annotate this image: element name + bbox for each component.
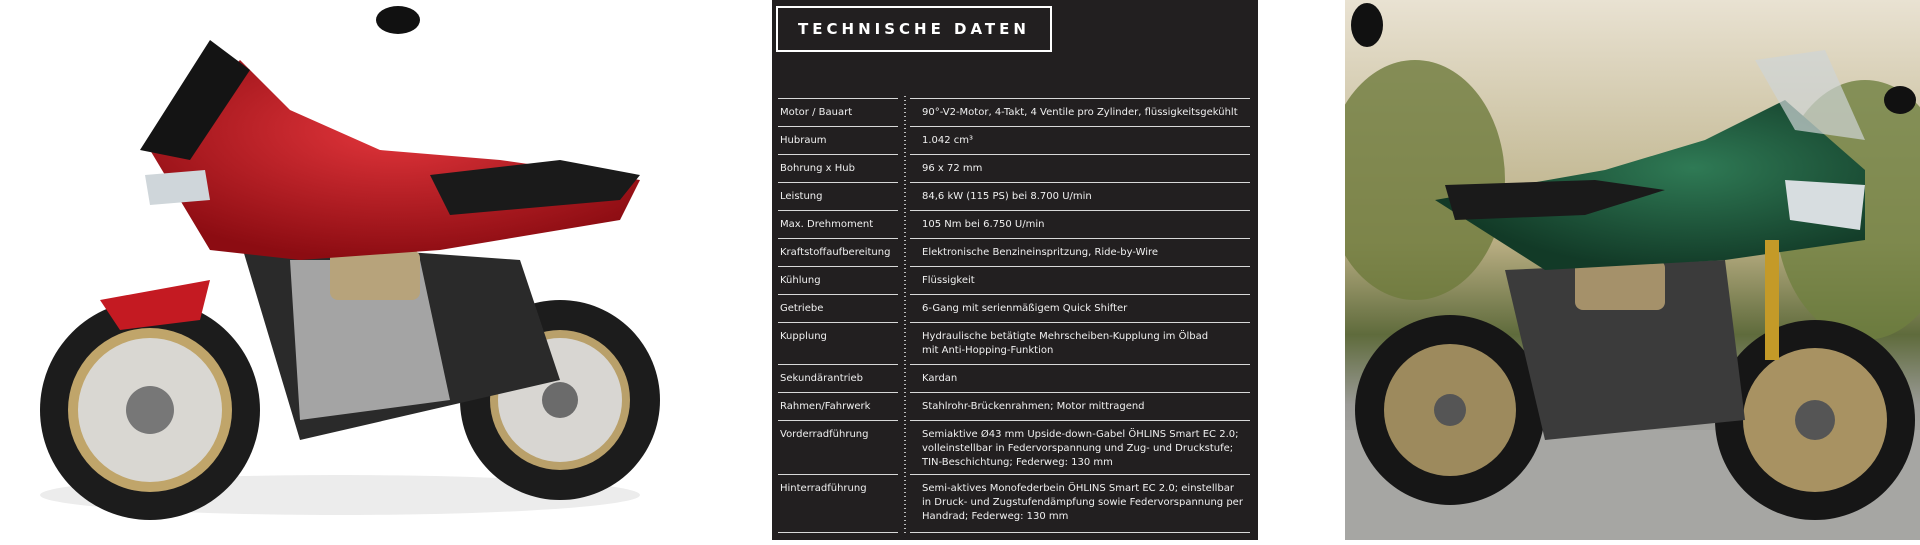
green-motorcycle-image (1345, 0, 1920, 540)
spec-value-line: volleinstellbar in Federvorspannung und Zug- und Druckstufe; (922, 443, 1234, 454)
row-divider-left (778, 364, 898, 365)
spec-value-line: Stahlrohr-Brückenrahmen; Motor mittragend (922, 401, 1145, 412)
spec-value-line: 6-Gang mit serienmäßigem Quick Shifter (922, 303, 1128, 314)
dotted-separator (904, 96, 906, 536)
row-divider-left (778, 392, 898, 393)
spec-value (922, 162, 1252, 176)
spec-value (922, 482, 1252, 524)
spec-value (922, 246, 1252, 260)
spec-value (922, 274, 1252, 288)
spec-value (922, 400, 1252, 414)
spec-value-line: mit Anti-Hopping-Funktion (922, 345, 1054, 356)
spec-label: Max. Drehmoment (780, 219, 874, 230)
row-divider-left (778, 474, 898, 475)
right-photo-green-motorcycle (1345, 0, 1920, 540)
row-divider-left (778, 182, 898, 183)
spec-label: Rahmen/Fahrwerk (780, 401, 871, 412)
spec-value-line: 105 Nm bei 6.750 U/min (922, 219, 1045, 230)
spec-value-line: 90°-V2-Motor, 4-Takt, 4 Ventile pro Zylinder, flüssigkeitsgekühlt (922, 107, 1238, 118)
row-divider-left (778, 98, 898, 99)
row-divider-right (910, 266, 1250, 267)
spec-value (922, 372, 1252, 386)
spec-label: Kupplung (780, 331, 827, 342)
row-divider-left (778, 322, 898, 323)
spec-value (922, 190, 1252, 204)
row-divider-right (910, 126, 1250, 127)
spec-label: Hinterradführung (780, 483, 867, 494)
spec-value (922, 330, 1252, 358)
spec-sheet (772, 0, 1258, 540)
row-divider-left (778, 420, 898, 421)
row-divider-right (910, 210, 1250, 211)
spec-label: Vorderradführung (780, 429, 869, 440)
spec-label: Getriebe (780, 303, 824, 314)
spec-value-line: in Druck- und Zugstufendämpfung sowie Federvorspannung per (922, 497, 1243, 508)
row-divider-right (910, 322, 1250, 323)
spec-value-line: Flüssigkeit (922, 275, 975, 286)
spec-label: Kühlung (780, 275, 821, 286)
spec-value-line: 1.042 cm³ (922, 135, 974, 146)
spec-label: Sekundärantrieb (780, 373, 864, 384)
spec-value (922, 106, 1252, 120)
spec-value (922, 428, 1252, 470)
spec-label: Bohrung x Hub (780, 163, 855, 174)
row-divider-left (778, 294, 898, 295)
spec-value-line: 96 x 72 mm (922, 163, 983, 174)
spec-value-line: Handrad; Federweg: 130 mm (922, 511, 1069, 522)
spec-value (922, 218, 1252, 232)
row-divider-right (910, 420, 1250, 421)
spec-label: Motor / Bauart (780, 107, 853, 118)
spec-label: Hubraum (780, 135, 827, 146)
row-divider-left (778, 126, 898, 127)
spec-value-line: TIN-Beschichtung; Federweg: 130 mm (922, 457, 1113, 468)
spec-title: TECHNISCHE DATEN (798, 20, 1030, 38)
spec-value (922, 134, 1252, 148)
row-divider-right (910, 238, 1250, 239)
spec-title-box (776, 6, 1052, 52)
row-divider-right (910, 182, 1250, 183)
spec-value-line: Hydraulische betätigte Mehrscheiben-Kupplung im Ölbad (922, 331, 1209, 342)
row-divider-left (778, 154, 898, 155)
spec-value-line: Elektronische Benzineinspritzung, Ride-by-Wire (922, 247, 1159, 258)
left-photo-red-motorcycle (0, 0, 700, 540)
spec-label: Kraftstoffaufbereitung (780, 247, 891, 258)
spec-value-line: 84,6 kW (115 PS) bei 8.700 U/min (922, 191, 1092, 202)
spec-value-line: Semiaktive Ø43 mm Upside-down-Gabel ÖHLINS Smart EC 2.0; (922, 429, 1239, 440)
spec-label: Leistung (780, 191, 823, 202)
row-divider-right (910, 98, 1250, 99)
row-divider-left (778, 238, 898, 239)
row-divider-left (778, 266, 898, 267)
row-divider-left (778, 210, 898, 211)
row-divider-right (910, 474, 1250, 475)
row-divider-right (910, 364, 1250, 365)
row-divider-right (910, 294, 1250, 295)
row-divider-right (910, 154, 1250, 155)
spec-value-line: Semi-aktives Monofederbein ÖHLINS Smart EC 2.0; einstellbar (922, 483, 1234, 494)
spec-value-line: Kardan (922, 373, 958, 384)
row-divider-right (910, 392, 1250, 393)
spec-value (922, 302, 1252, 316)
row-divider-left (778, 532, 898, 533)
red-motorcycle-image (0, 0, 700, 540)
row-divider-right (910, 532, 1250, 533)
